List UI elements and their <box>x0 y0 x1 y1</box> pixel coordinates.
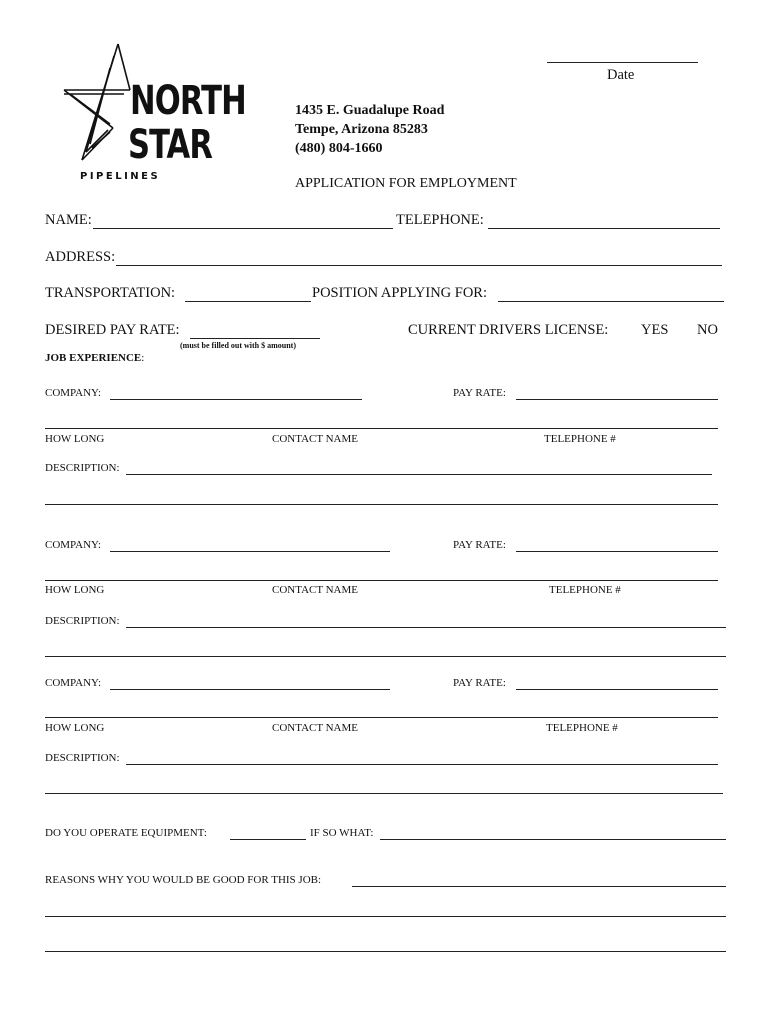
company-field[interactable] <box>110 551 390 552</box>
contact-name-label: CONTACT NAME <box>272 584 359 596</box>
description-field[interactable] <box>126 474 712 475</box>
job-experience-heading <box>45 352 144 364</box>
pay-rate-exp-label: PAY RATE: <box>453 387 506 399</box>
if-so-field[interactable] <box>380 839 726 840</box>
reasons-field[interactable] <box>352 886 726 887</box>
description-line-2[interactable] <box>45 656 726 657</box>
name-label: NAME: <box>45 212 92 228</box>
name-field[interactable] <box>93 228 393 229</box>
description-label: DESCRIPTION: <box>45 615 120 627</box>
company-logo <box>58 42 248 187</box>
pay-rate-exp-label: PAY RATE: <box>453 677 506 689</box>
reasons-line-3[interactable] <box>45 951 726 952</box>
description-field[interactable] <box>126 764 718 765</box>
address-phone: (480) 804-1660 <box>295 141 383 156</box>
pay-rate-exp-field[interactable] <box>516 399 718 400</box>
date-label: Date <box>607 67 635 83</box>
page-title: APPLICATION FOR EMPLOYMENT <box>295 176 517 191</box>
position-label: POSITION APPLYING FOR: <box>312 285 487 301</box>
address-field[interactable] <box>116 265 722 266</box>
company-field[interactable] <box>110 689 390 690</box>
how-long-label: HOW LONG <box>45 433 105 445</box>
position-field[interactable] <box>498 301 724 302</box>
license-no[interactable]: NO <box>697 322 718 338</box>
telephone-exp-label: TELEPHONE # <box>544 433 616 445</box>
company-label: COMPANY: <box>45 677 102 689</box>
license-label: CURRENT DRIVERS LICENSE: <box>408 322 609 338</box>
description-line-2[interactable] <box>45 793 723 794</box>
equipment-field[interactable] <box>230 839 306 840</box>
address-line-2: Tempe, Arizona 85283 <box>295 122 428 137</box>
description-label: DESCRIPTION: <box>45 462 120 474</box>
transportation-label: TRANSPORTATION: <box>45 285 176 301</box>
telephone-label: TELEPHONE: <box>396 212 484 228</box>
logo-pipelines: PIPELINES <box>80 171 161 182</box>
company-field[interactable] <box>110 399 362 400</box>
license-yes[interactable]: YES <box>641 322 669 338</box>
pay-rate-label: DESIRED PAY RATE: <box>45 322 180 338</box>
details-line[interactable] <box>45 580 718 581</box>
logo-star: STAR <box>128 122 213 168</box>
contact-name-label: CONTACT NAME <box>272 433 359 445</box>
date-line[interactable] <box>547 62 698 63</box>
address-label: ADDRESS: <box>45 249 116 265</box>
contact-name-label: CONTACT NAME <box>272 722 359 734</box>
telephone-exp-label: TELEPHONE # <box>546 722 618 734</box>
address-line-1: 1435 E. Guadalupe Road <box>295 103 445 118</box>
company-label: COMPANY: <box>45 539 102 551</box>
reasons-line-2[interactable] <box>45 916 726 917</box>
how-long-label: HOW LONG <box>45 722 105 734</box>
pay-rate-exp-field[interactable] <box>516 689 718 690</box>
how-long-label: HOW LONG <box>45 584 105 596</box>
telephone-exp-label: TELEPHONE # <box>549 584 621 596</box>
job-experience-colon: : <box>141 352 145 364</box>
details-line[interactable] <box>45 428 718 429</box>
reasons-label: REASONS WHY YOU WOULD BE GOOD FOR THIS JOB: <box>45 874 322 886</box>
description-line-2[interactable] <box>45 504 718 505</box>
pay-rate-exp-field[interactable] <box>516 551 718 552</box>
telephone-field[interactable] <box>488 228 720 229</box>
logo-north: NORTH <box>130 78 246 124</box>
pay-rate-field[interactable] <box>190 338 320 339</box>
equipment-label: DO YOU OPERATE EQUIPMENT: <box>45 827 207 839</box>
job-experience-text: JOB EXPERIENCE <box>45 352 142 364</box>
company-label: COMPANY: <box>45 387 102 399</box>
description-field[interactable] <box>126 627 726 628</box>
details-line[interactable] <box>45 717 718 718</box>
pay-rate-note: (must be filled out with $ amount) <box>180 341 297 350</box>
if-so-label: IF SO WHAT: <box>310 827 374 839</box>
description-label: DESCRIPTION: <box>45 752 120 764</box>
transportation-field[interactable] <box>185 301 311 302</box>
pay-rate-exp-label: PAY RATE: <box>453 539 506 551</box>
